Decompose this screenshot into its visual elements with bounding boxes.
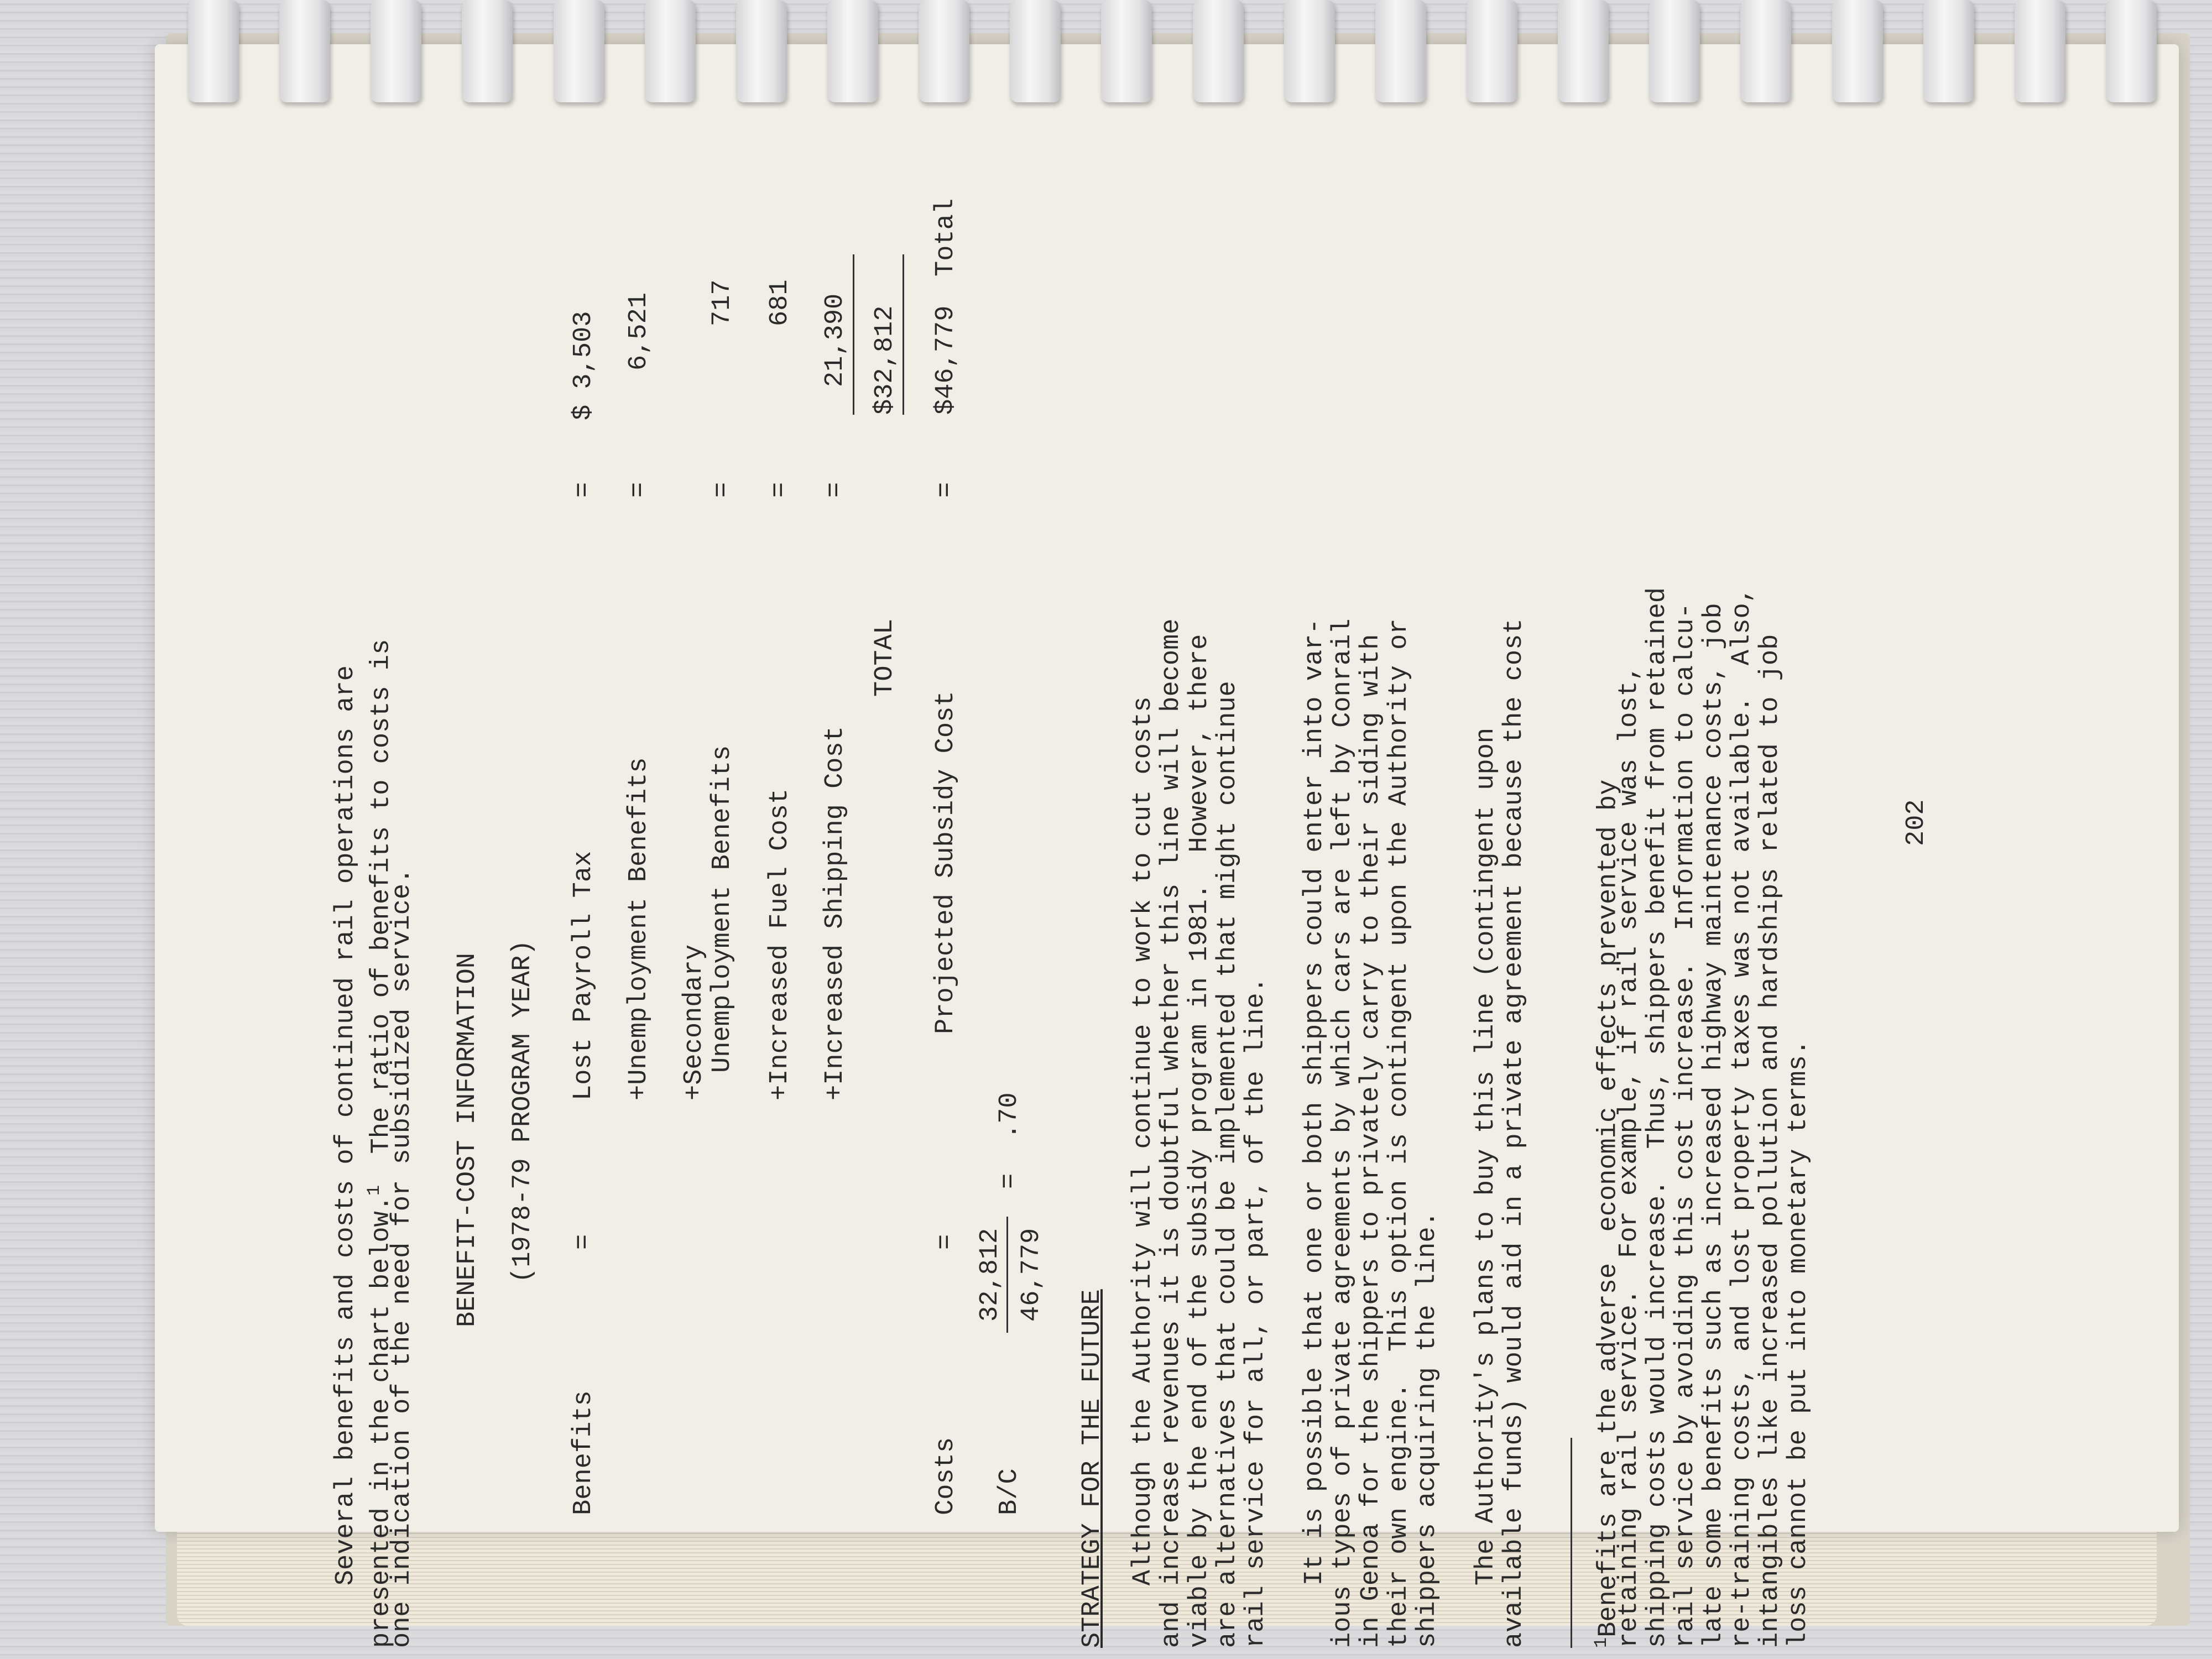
bc-numerator: 32,812 bbox=[975, 1228, 1005, 1322]
costs-equals: = bbox=[931, 1234, 961, 1250]
subtotal-rule bbox=[853, 254, 854, 415]
row-label-cont: Unemployment Benefits bbox=[708, 745, 737, 1073]
row-equals: = bbox=[569, 482, 598, 498]
total-rule bbox=[902, 254, 904, 415]
page-number: 202 bbox=[1902, 799, 1931, 846]
binding-ring bbox=[1832, 0, 1883, 102]
row-label: +Secondary bbox=[680, 944, 709, 1100]
para2-line: shippers acquiring the line. bbox=[1413, 1211, 1442, 1648]
footnote-rule bbox=[1571, 1438, 1572, 1648]
row-equals: = bbox=[708, 482, 737, 498]
footnote-line: re-training costs, and lost property taxes was not available. Also, bbox=[1728, 587, 1757, 1648]
para1-line: rail service for all, or part, of the line. bbox=[1241, 977, 1271, 1648]
binding-ring bbox=[2015, 0, 2065, 102]
total-label: TOTAL bbox=[870, 618, 900, 697]
costs-note: Total bbox=[931, 198, 961, 276]
bc-result: .70 bbox=[995, 1092, 1024, 1139]
table-title: BENEFIT-COST INFORMATION bbox=[453, 953, 482, 1327]
costs-equals-2: = bbox=[931, 482, 961, 498]
row-value: 681 bbox=[765, 279, 795, 326]
para2-line: ious types of private agreements by which cars are left by Conrail bbox=[1328, 618, 1358, 1648]
row-label: +Unemployment Benefits bbox=[624, 757, 654, 1100]
binding-ring bbox=[1101, 0, 1152, 102]
para2-line: It is possible that one or both shippers could enter into var- bbox=[1300, 618, 1329, 1648]
bc-denominator: 46,779 bbox=[1017, 1228, 1046, 1322]
para1-line: and increase revenues it is doubtful whether this line will become bbox=[1157, 618, 1186, 1648]
row-equals: = bbox=[821, 482, 850, 498]
binding-ring bbox=[1284, 0, 1335, 102]
row-value: $ 3,503 bbox=[569, 311, 598, 420]
binding-ring bbox=[279, 0, 330, 102]
binding-ring bbox=[1923, 0, 1974, 102]
footnote-line: retaining rail service. For example, if rail service was lost, bbox=[1615, 665, 1644, 1648]
binding-ring bbox=[371, 0, 421, 102]
binding-ring bbox=[1467, 0, 1517, 102]
intro-line-2-head: presented in the chart below. bbox=[367, 1196, 397, 1648]
footnote-line: intangibles like increased pollution and hardships related to job bbox=[1756, 634, 1785, 1648]
bc-fraction-bar bbox=[1006, 1217, 1008, 1333]
benefits-equals: = bbox=[569, 1234, 598, 1250]
footnote-line-1-text: Benefits are the adverse economic effects prevented by bbox=[1594, 779, 1624, 1637]
para2-line: in Genoa for the shippers to privately carry to their siding with bbox=[1357, 634, 1386, 1648]
binding-ring bbox=[1649, 0, 1700, 102]
binding-ring bbox=[1558, 0, 1609, 102]
para3-line: available funds) would aid in a private agreement because the cost bbox=[1500, 618, 1529, 1648]
footnote-line: loss cannot be put into monetary terms. bbox=[1784, 1040, 1813, 1648]
intro-line-2-tail: The ratio of benefits to costs is bbox=[367, 639, 397, 1185]
footnote-line: shipping costs would increase. Thus, shippers benefit from retained bbox=[1643, 587, 1672, 1648]
footnote-line: late some benefits such as increased highway maintenance costs, job bbox=[1699, 603, 1729, 1648]
footnote-line: rail service by avoiding this cost increase. Information to calcu- bbox=[1671, 603, 1700, 1648]
table-subtitle: (1978-79 PROGRAM YEAR) bbox=[508, 940, 538, 1283]
row-value: 21,390 bbox=[821, 293, 850, 387]
binding-ring bbox=[2106, 0, 2157, 102]
row-equals: = bbox=[765, 482, 795, 498]
strategy-heading: STRATEGY FOR THE FUTURE bbox=[1078, 1289, 1107, 1648]
costs-item: Projected Subsidy Cost bbox=[931, 691, 961, 1034]
para1-line: are alternatives that could be implemented that might continue bbox=[1213, 681, 1243, 1648]
costs-label: Costs bbox=[931, 1437, 961, 1515]
intro-footnote-marker: 1 bbox=[364, 1185, 384, 1196]
costs-value: $46,779 bbox=[931, 305, 961, 415]
intro-line-3: one indication of the need for subsidized service. bbox=[388, 868, 417, 1648]
para1-line: viable by the end of the subsidy program in 1981. However, there bbox=[1185, 634, 1214, 1648]
bc-equals: = bbox=[995, 1173, 1024, 1189]
binding-ring bbox=[1193, 0, 1244, 102]
binding-ring bbox=[188, 0, 239, 102]
row-label: Lost Payroll Tax bbox=[569, 851, 598, 1100]
footnote-marker: 1 bbox=[1591, 1637, 1611, 1648]
para1-line: Although the Authority will continue to work to cut costs bbox=[1129, 696, 1158, 1648]
row-equals: = bbox=[624, 482, 654, 498]
total-value: $32,812 bbox=[870, 305, 900, 415]
para3-line: The Authority's plans to buy this line (contingent upon bbox=[1472, 727, 1501, 1648]
row-label: +Increased Fuel Cost bbox=[765, 788, 795, 1100]
row-value: 6,521 bbox=[624, 292, 654, 371]
row-value: 717 bbox=[708, 279, 737, 326]
para2-line: their own engine. This option is contingent upon the Authority or bbox=[1385, 618, 1414, 1648]
binding-ring bbox=[1740, 0, 1791, 102]
bc-label: B/C bbox=[995, 1468, 1024, 1515]
row-label: +Increased Shipping Cost bbox=[821, 726, 850, 1100]
benefits-label: Benefits bbox=[569, 1390, 598, 1515]
binding-ring bbox=[1375, 0, 1426, 102]
intro-line-1: Several benefits and costs of continued rail operations are bbox=[331, 665, 361, 1648]
rotated-page-content bbox=[182, 100, 2151, 1648]
